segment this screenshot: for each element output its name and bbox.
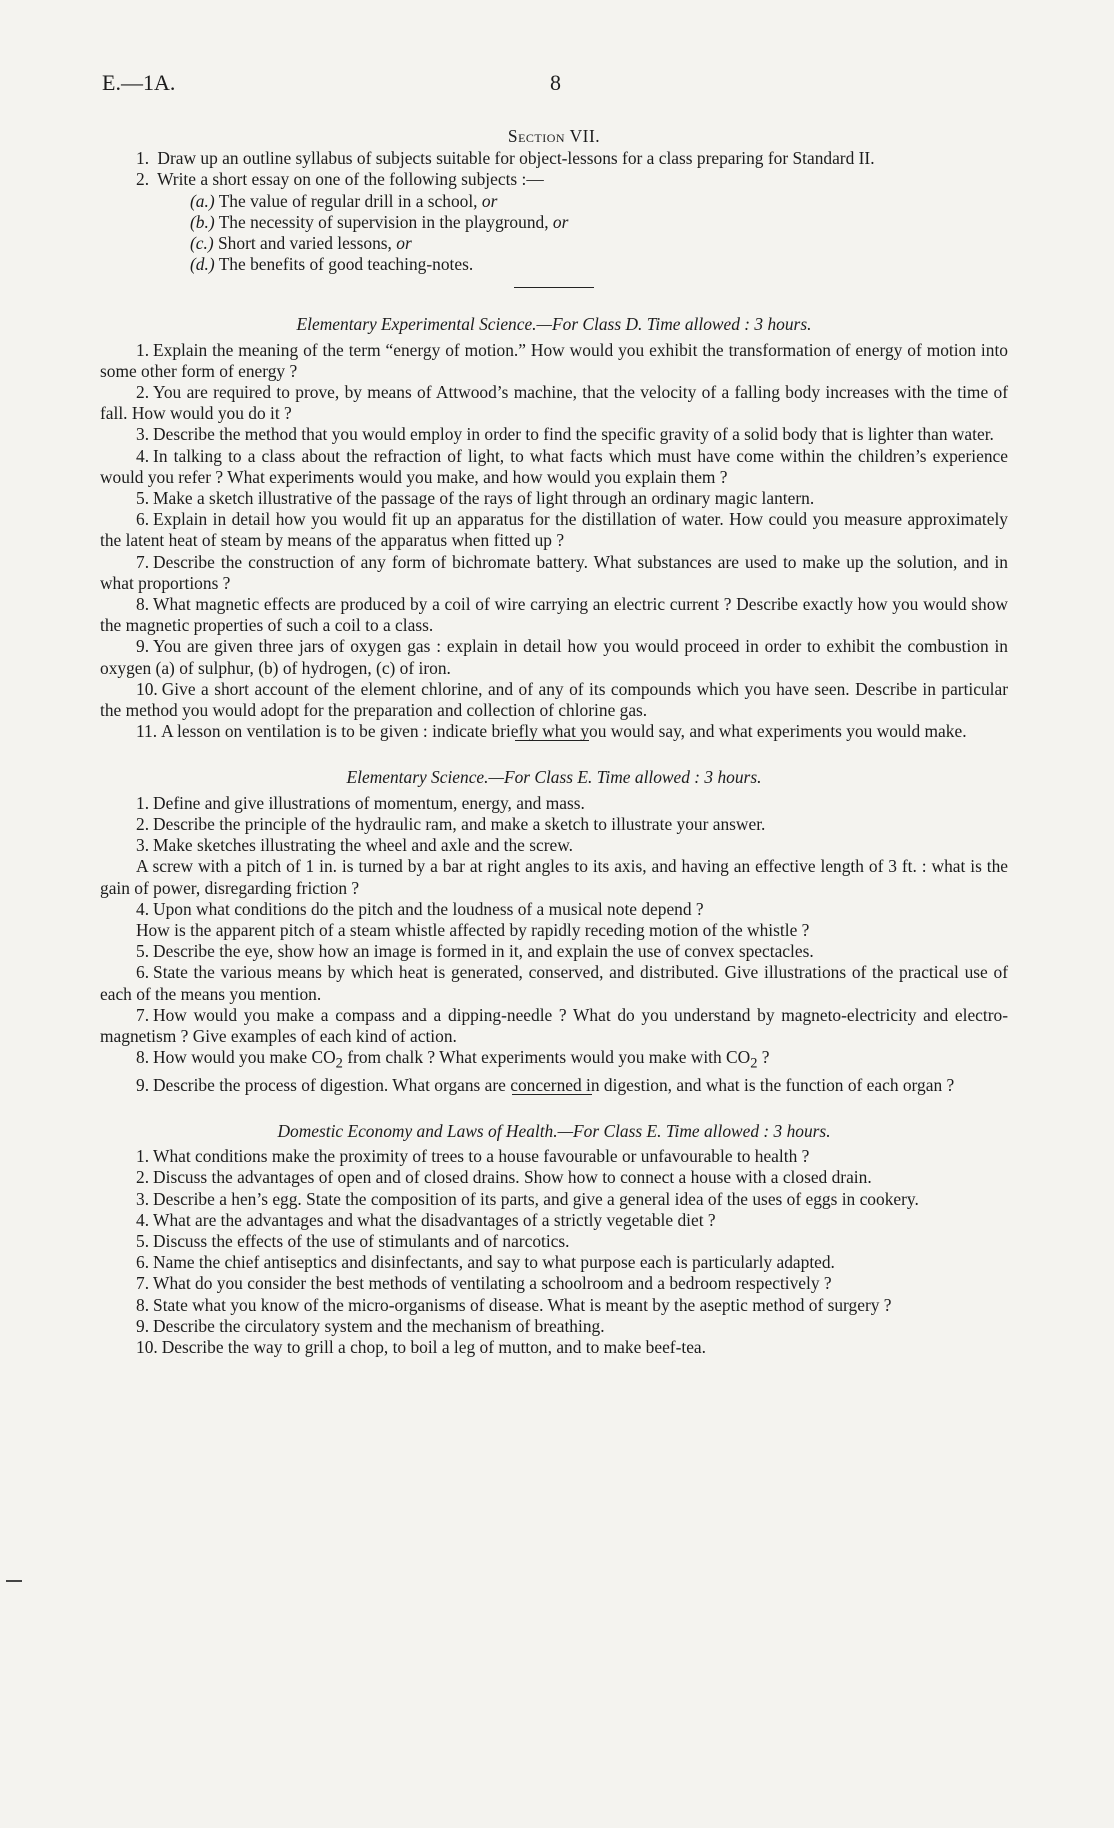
question-number: 7.	[136, 1273, 150, 1294]
question-text: Describe a hen’s egg. State the composition of its parts, and give a general idea of the uses of eggs in cookery.	[153, 1188, 919, 1209]
question-text: What are the advantages and what the disadvantages of a strictly vegetable diet ?	[153, 1209, 716, 1230]
question-number: 2.	[136, 382, 150, 403]
question-text: Give a short account of the element chlorine, and of any of its compounds which you have seen. Describe in particular the method you would adopt for the preparation and collection of chlorine gas.	[100, 678, 1008, 721]
question-number: 4.	[136, 445, 150, 466]
option-item	[190, 191, 1008, 212]
question-text: Describe the principle of the hydraulic ram, and make a sketch to illustrate your answer.	[153, 813, 766, 834]
option-or: or	[481, 190, 498, 211]
question-item	[100, 814, 1008, 835]
option-text: The necessity of supervision in the playground,	[218, 211, 549, 232]
question-number: 7.	[136, 551, 150, 572]
question-number: 5.	[136, 488, 150, 509]
question-number: 3.	[136, 424, 150, 445]
question-item	[100, 721, 1008, 742]
question-text: ?	[757, 1047, 770, 1068]
question-text: Describe the method that you would employ in order to find the specific gravity of a solid body that is lighter than water.	[153, 424, 994, 445]
question-text: Describe the way to grill a chop, to boil a leg of mutton, and to make beef-tea.	[161, 1337, 706, 1358]
question-item	[100, 1231, 1008, 1252]
question-text: Describe the process of digestion. What organs are concerned in digestion, and what is the function of each organ ?	[153, 1074, 955, 1095]
subscript-two: 2	[335, 1055, 343, 1072]
question-item	[100, 1210, 1008, 1231]
question-number: 9.	[136, 1074, 150, 1095]
option-or: or	[396, 233, 412, 254]
question-number: 4.	[136, 1209, 150, 1230]
question-number: 10.	[136, 678, 158, 699]
option-item	[190, 254, 1008, 275]
question-number: 3.	[136, 835, 150, 856]
question-number: 1.	[136, 792, 150, 813]
question-continuation: A screw with a pitch of 1 in. is turned by a bar at right angles to its axis, and having an effective length of 3 ft. : what is the gain of power, disregarding friction ?	[100, 856, 1008, 898]
question-item	[100, 1316, 1008, 1337]
question-item	[100, 446, 1008, 488]
question-number: 5.	[136, 1231, 150, 1252]
question-item	[100, 1047, 1008, 1075]
section-divider	[514, 287, 594, 288]
question-item	[100, 1189, 1008, 1210]
question-item	[100, 1273, 1008, 1294]
question-item	[100, 509, 1008, 551]
question-text: Upon what conditions do the pitch and the loudness of a musical note depend ?	[153, 898, 704, 919]
option-text: The benefits of good teaching-notes.	[218, 254, 474, 275]
option-letter: (d.)	[190, 254, 215, 275]
question-text: Name the chief antiseptics and disinfectants, and say to what purpose each is particularly adapted.	[153, 1252, 835, 1273]
question-item	[100, 941, 1008, 962]
question-item	[100, 169, 1008, 190]
question-text: Describe the circulatory system and the mechanism of breathing.	[153, 1315, 605, 1336]
page-number: 8	[550, 70, 561, 95]
question-item	[100, 382, 1008, 424]
question-number: 3.	[136, 1188, 150, 1209]
question-text: Write a short essay on one of the following subjects :—	[157, 169, 544, 190]
question-item	[100, 340, 1008, 382]
document-reference: E.—1A.	[102, 70, 176, 95]
question-item	[100, 148, 1008, 169]
question-item	[100, 679, 1008, 721]
question-text: State what you know of the micro-organisms of disease. What is meant by the aseptic method of surgery ?	[153, 1294, 892, 1315]
question-text: What magnetic effects are produced by a coil of wire carrying an electric current ? Describe exactly how you would show the magnetic properties of such a coil to a class.	[100, 594, 1008, 636]
question-item	[100, 1167, 1008, 1188]
page-content	[100, 126, 1008, 1358]
question-number: 6.	[136, 509, 150, 530]
question-number: 9.	[136, 636, 150, 657]
section-heading: Elementary Experimental Science.—For Class D. Time allowed : 3 hours.	[296, 314, 812, 335]
question-text: from chalk ? What experiments would you make with CO	[342, 1047, 751, 1068]
question-number: 7.	[136, 1004, 150, 1025]
question-text: How would you make a compass and a dipping-needle ? What do you understand by magneto-electricity and electro-magnetism ? Give examples of each kind of action.	[100, 1004, 1008, 1046]
option-letter: (b.)	[190, 211, 215, 232]
question-item	[100, 1005, 1008, 1047]
question-text: Draw up an outline syllabus of subjects suitable for object-lessons for a class preparing for Standard II.	[157, 148, 875, 169]
question-text: Discuss the effects of the use of stimulants and of narcotics.	[153, 1231, 570, 1252]
section-title: Section VII.	[507, 126, 601, 146]
question-text: Explain in detail how you would fit up an apparatus for the distillation of water. How could you measure approximately the latent heat of steam by means of the apparatus when fitted up ?	[100, 509, 1008, 551]
option-item	[190, 233, 1008, 254]
question-text: Describe the construction of any form of bichromate battery. What substances are used to make up the solution, and in what proportions ?	[100, 551, 1008, 593]
question-item	[100, 636, 1008, 678]
question-text: What conditions make the proximity of trees to a house favourable or unfavourable to health ?	[153, 1146, 810, 1167]
option-letter: (a.)	[190, 190, 215, 211]
question-number: 1.	[136, 1146, 150, 1167]
question-text: You are required to prove, by means of Attwood’s machine, that the velocity of a falling body increases with the time of fall. How would you do it ?	[100, 382, 1008, 424]
option-text: Short and varied lessons,	[218, 233, 392, 254]
question-number: 6.	[136, 1252, 150, 1273]
question-item	[100, 793, 1008, 814]
question-number: 5.	[136, 941, 150, 962]
question-text: Define and give illustrations of momentum, energy, and mass.	[153, 792, 585, 813]
question-number: 2.	[136, 1167, 150, 1188]
question-text: Explain the meaning of the term “energy of motion.” How would you exhibit the transformation of energy of motion into some other form of energy ?	[100, 339, 1008, 381]
question-item	[100, 1075, 1008, 1096]
question-number: 8.	[136, 594, 150, 615]
question-item	[100, 424, 1008, 445]
question-item	[100, 835, 1008, 856]
question-number: 2.	[136, 813, 150, 834]
question-item	[100, 962, 1008, 1004]
question-number: 2.	[136, 169, 150, 190]
question-number: 9.	[136, 1315, 150, 1336]
question-text: State the various means by which heat is generated, conserved, and distributed. Give illustrations of the practical use of each of the means you mention.	[100, 962, 1008, 1004]
question-number: 11.	[136, 721, 158, 742]
question-number: 6.	[136, 962, 150, 983]
question-number: 1.	[136, 148, 150, 169]
option-text: The value of regular drill in a school,	[218, 190, 478, 211]
question-text: Discuss the advantages of open and of closed drains. Show how to connect a house with a closed drain.	[153, 1167, 872, 1188]
question-number: 8.	[136, 1047, 150, 1068]
question-item	[100, 1146, 1008, 1167]
question-number: 1.	[136, 339, 150, 360]
question-number: 8.	[136, 1294, 150, 1315]
subscript-two: 2	[750, 1055, 758, 1072]
question-text: Make sketches illustrating the wheel and axle and the screw.	[153, 835, 574, 856]
question-number: 4.	[136, 898, 150, 919]
option-letter: (c.)	[190, 233, 214, 254]
question-continuation: How is the apparent pitch of a steam whistle affected by rapidly receding motion of the whistle ?	[136, 919, 810, 940]
question-text: In talking to a class about the refraction of light, to what facts which must have come within the children’s experience would you refer ? What experiments would you make, and how would you explain them ?	[100, 445, 1008, 487]
question-text: You are given three jars of oxygen gas : explain in detail how you would proceed in order to exhibit the combustion in oxygen (a) of sulphur, (b) of hydrogen, (c) of iron.	[100, 636, 1008, 678]
question-text: What do you consider the best methods of ventilating a schoolroom and a bedroom respectively ?	[153, 1273, 832, 1294]
question-text: How would you make CO	[153, 1047, 336, 1068]
question-item	[100, 552, 1008, 594]
question-item	[100, 1295, 1008, 1316]
question-item	[100, 899, 1008, 920]
question-text: Describe the eye, show how an image is formed in it, and explain the use of convex spectacles.	[153, 941, 814, 962]
question-item	[100, 488, 1008, 509]
option-item	[190, 212, 1008, 233]
question-text: A lesson on ventilation is to be given : indicate briefly what you would say, and what experiments you would make.	[161, 721, 967, 742]
section-heading: Domestic Economy and Laws of Health.—For Class E. Time allowed : 3 hours.	[277, 1121, 831, 1141]
question-item	[100, 594, 1008, 636]
option-or: or	[552, 211, 569, 232]
question-number: 10.	[136, 1337, 158, 1358]
question-item	[100, 1337, 1008, 1358]
margin-mark	[6, 1580, 22, 1582]
question-text: Make a sketch illustrative of the passage of the rays of light through an ordinary magic lantern.	[153, 488, 815, 509]
question-item	[100, 1252, 1008, 1273]
section-heading: Elementary Science.—For Class E. Time allowed : 3 hours.	[346, 767, 762, 788]
